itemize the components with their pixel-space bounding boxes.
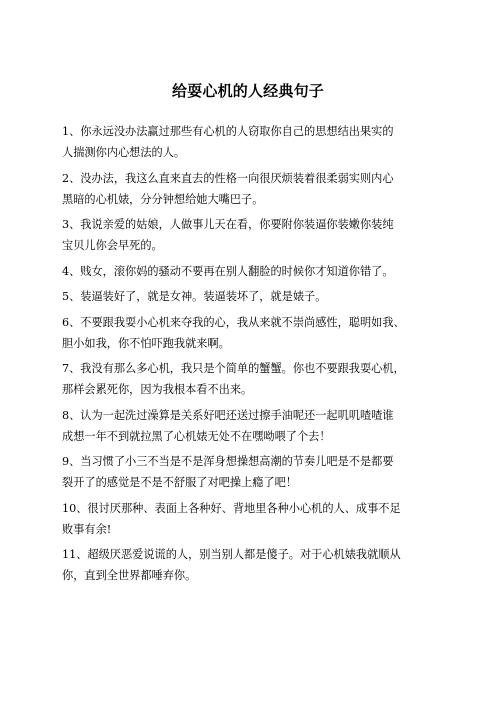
sentence-item [62, 286, 434, 307]
sentence-line: 8、认为一起洗过澡算是关系好吧还送过擦手油呢还一起叽叽喳喳谁 [62, 408, 394, 422]
sentence-line: 你，直到全世界都唾弃你。 [62, 569, 197, 582]
sentence-line: 10、很讨厌那种、表面上各种好、背地里各种小心机的人、成事不足 [62, 501, 401, 515]
sentence-line: 5、装逼装好了，就是女神。装逼装坏了，就是婊子。 [62, 290, 327, 303]
sentence-line: 7、我没有那么多心机，我只是个简单的蟹蟹。你也不要跟我耍心机， [62, 362, 405, 375]
sentence-line: 胆小如我，你不怕吓跑我就来啊。 [62, 336, 230, 350]
sentence-item [62, 544, 434, 586]
sentence-item [62, 451, 434, 493]
sentence-list [62, 121, 434, 586]
sentence-line: 裂开了的感觉是不是不舒服了对吧操上瘾了吧！ [62, 476, 297, 489]
sentence-line: 3、我说亲爱的姑娘，人做事儿天在看，你要附你装逼你装嫩你装纯 [62, 218, 394, 231]
sentence-item [62, 214, 434, 256]
sentence-line: 1、你永远没办法赢过那些有心机的人窃取你自己的思想结出果实的 [62, 125, 394, 138]
sentence-line: 11、超级厌恶爱说谎的人，别当别人都是傻子。对于心机婊我就顺从 [62, 548, 401, 561]
sentence-item [62, 168, 434, 210]
sentence-line: 人揣测你内心想法的人。 [62, 146, 186, 159]
sentence-item [62, 312, 434, 354]
sentence-line: 那样会累死你，因为我根本看不出来。 [62, 383, 253, 396]
sentence-item [62, 405, 434, 447]
sentence-item [62, 261, 434, 282]
sentence-line: 败事有余! [62, 522, 112, 536]
sentence-line: 6、不要跟我耍小心机来夺我的心，我从来就不崇尚感性，聪明如我、 [62, 315, 405, 329]
sentence-item [62, 498, 434, 540]
document-title: 给耍心机的人经典句子 [171, 82, 324, 100]
sentence-item [62, 121, 434, 163]
sentence-line: 宝贝儿你会早死的。 [62, 239, 163, 252]
sentence-item [62, 358, 434, 400]
sentence-line: 2、没办法，我这么直来直去的性格一向很厌烦装着很柔弱实则内心 [62, 171, 394, 185]
sentence-line: 黑暗的心机婊，分分钟想给她大嘴巴子。 [62, 192, 264, 206]
sentence-line: 4、贱女，滚你妈的骚动不要再在别人翻脸的时候你才知道你错了。 [62, 264, 394, 278]
sentence-line: 9、当习惯了小三不当是不是浑身想操想高潮的节奏儿吧是不是都要 [62, 455, 394, 468]
sentence-line: 成想一年不到就拉黑了心机婊无处不在嘿呦喂了个去！ [62, 429, 331, 443]
